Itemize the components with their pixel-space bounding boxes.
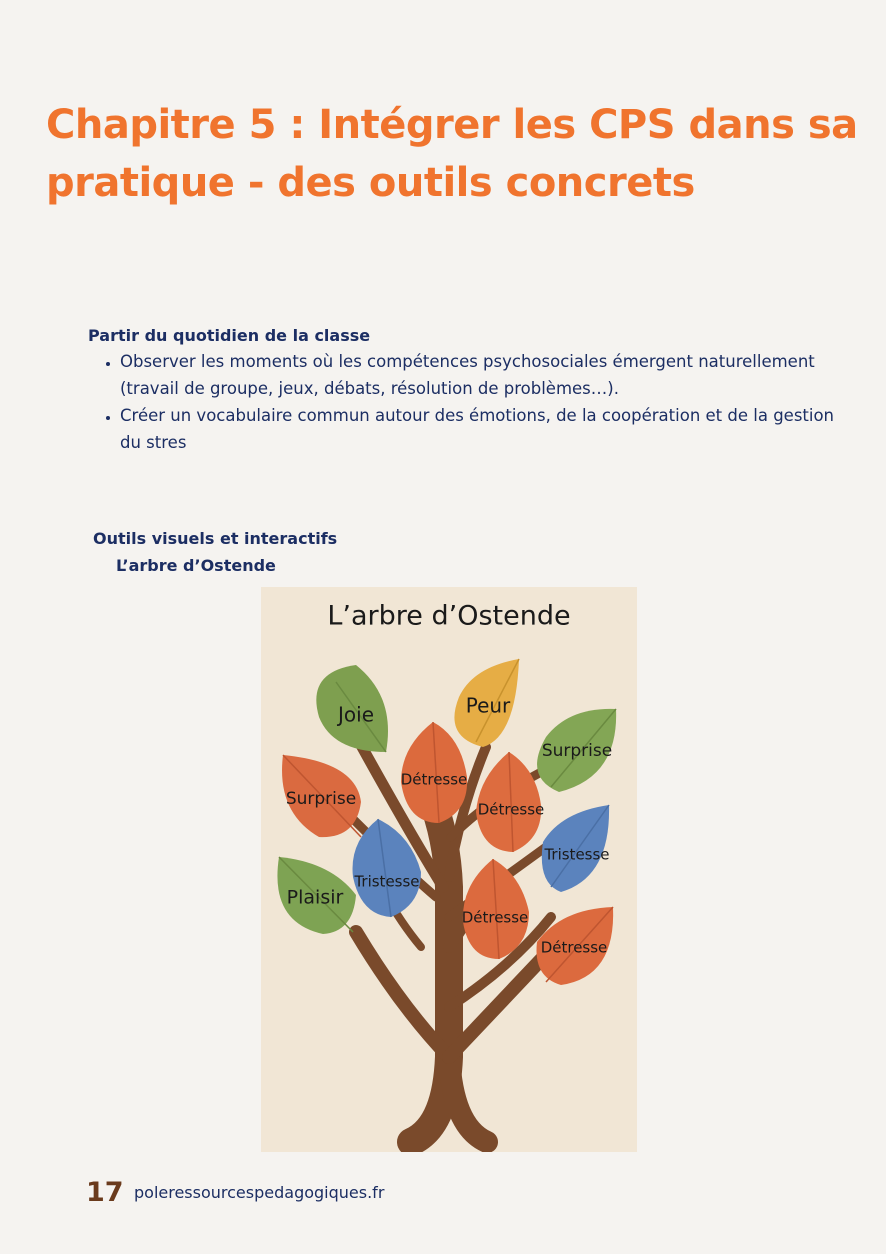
list-item: • Observer les moments où les compétences psychosociales émergent naturellement (travail de groupe, jeux, débats, résolution de problèmes…).	[120, 348, 848, 402]
leaf-label: Détresse	[540, 938, 608, 957]
leaf-detresse-lower	[462, 859, 529, 959]
leaf-label: Peur	[465, 693, 511, 718]
section-daily-class	[88, 324, 848, 456]
chapter-title: Chapitre 5 : Intégrer les CPS dans sa pratique - des outils concrets	[46, 102, 858, 206]
leaf-detresse-top	[401, 722, 468, 823]
leaf-label: Surprise	[285, 789, 357, 809]
leaf-label: Surprise	[541, 741, 613, 761]
leaf-label: Détresse	[400, 770, 468, 789]
leaf-peur	[454, 659, 519, 747]
leaf-joie	[316, 665, 388, 752]
leaf-label: Plaisir	[286, 886, 344, 909]
leaf-plaisir	[277, 857, 356, 934]
figure-title: L’arbre d’Ostende	[327, 600, 571, 632]
leaf-label: Détresse	[477, 800, 545, 819]
section-heading: Partir du quotidien de la classe	[88, 326, 371, 345]
tree-illustration	[261, 587, 637, 1152]
bullet-list	[88, 348, 848, 456]
leaf-surprise-left	[282, 755, 361, 837]
leaf-detresse-middle	[476, 752, 544, 852]
leaf-label: Tristesse	[544, 845, 610, 864]
section-heading: Outils visuels et interactifs	[93, 529, 338, 548]
page-number: 17	[86, 1177, 124, 1208]
leaf-label: Joie	[338, 702, 374, 727]
footer-website: poleressourcespedagogiques.fr	[134, 1183, 385, 1202]
leaf-tristesse-right	[542, 805, 610, 892]
list-item: • Créer un vocabulaire commun autour des émotions, de la coopération et de la gestion du stres	[120, 402, 848, 456]
subsection-heading: L’arbre d’Ostende	[116, 556, 276, 575]
leaf-label: Tristesse	[354, 872, 420, 891]
leaf-label: Détresse	[461, 908, 529, 927]
leaf-surprise-top-right	[537, 709, 616, 792]
section-heading-tools	[93, 527, 337, 551]
